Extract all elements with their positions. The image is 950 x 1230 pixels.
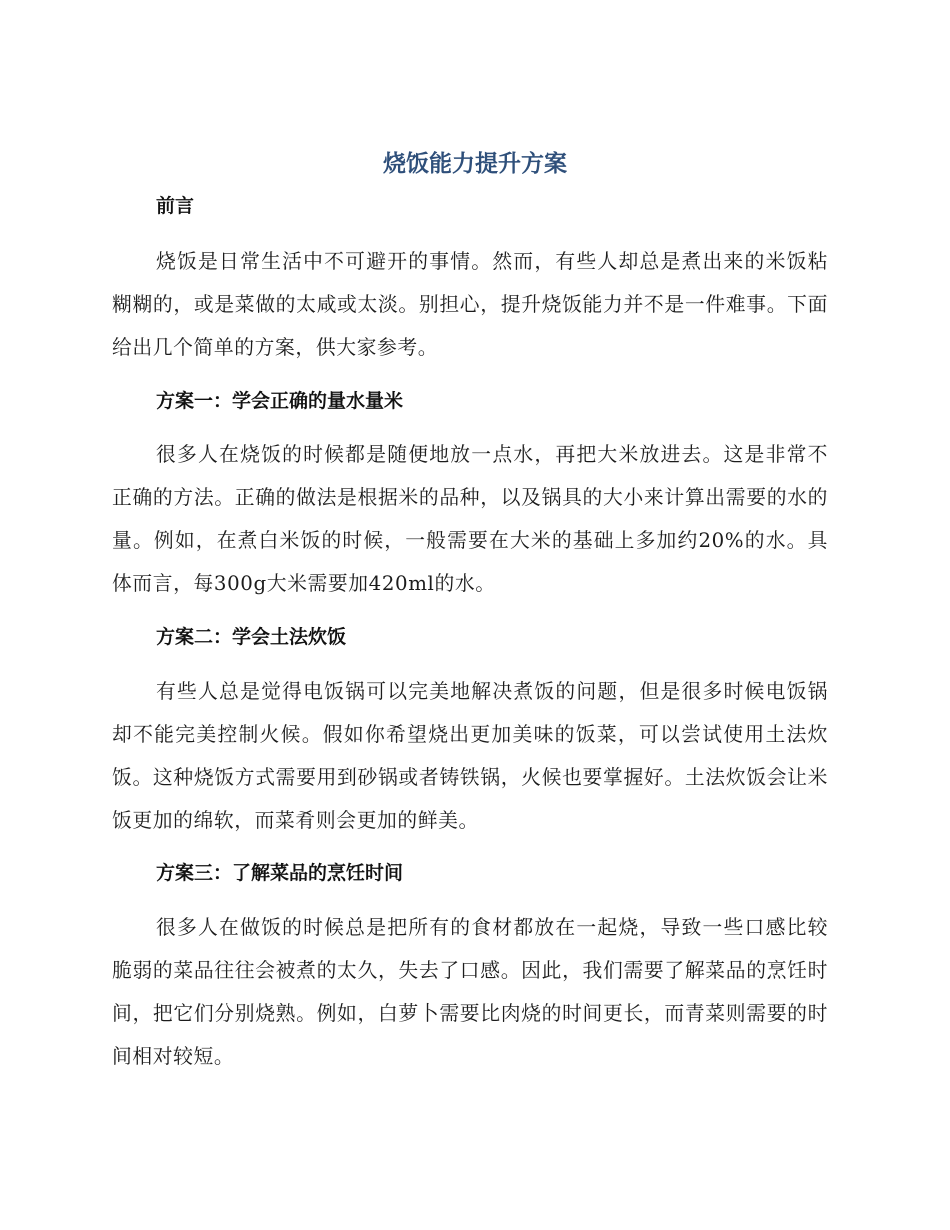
section-body-plan-3: 很多人在做饭的时候总是把所有的食材都放在一起烧，导致一些口感比较脆弱的菜品往往会被煮的太久，失去了口感。因此，我们需要了解菜品的烹饪时间，把它们分别烧熟。例如，白萝卜需要比肉烧的时间更长，而青菜则需要的时间相对较短。 — [112, 916, 828, 1068]
section-body-plan-2: 有些人总是觉得电饭锅可以完美地解决煮饭的问题，但是很多时候电饭锅却不能完美控制火候。假如你希望烧出更加美味的饭菜，可以尝试使用土法炊饭。这种烧饭方式需要用到砂锅或者铸铁锅，火候也要掌握好。土法炊饭会让米饭更加的绵软，而菜肴则会更加的鲜美。 — [112, 680, 828, 832]
section-body-plan-1: 很多人在烧饭的时候都是随便地放一点水，再把大米放进去。这是非常不正确的方法。正确的做法是根据米的品种，以及锅具的大小来计算出需要的水的量。例如，在煮白米饭的时候，一般需要在大米的基础上多加约20%的水。具体而言，每300g大米需要加420ml的水。 — [112, 443, 828, 595]
document-title: 烧饭能力提升方案 — [383, 151, 567, 177]
section-heading-plan-3: 方案三：了解菜品的烹饪时间 — [156, 862, 404, 884]
section-body-preface: 烧饭是日常生活中不可避开的事情。然而，有些人却总是煮出来的米饭粘糊糊的，或是菜做的太咸或太淡。别担心，提升烧饭能力并不是一件难事。下面给出几个简单的方案，供大家参考。 — [112, 250, 828, 359]
section-heading-plan-2: 方案二：学会土法炊饭 — [156, 626, 347, 648]
section-heading-preface: 前言 — [156, 195, 195, 217]
section-heading-plan-1: 方案一：学会正确的量水量米 — [156, 390, 404, 412]
